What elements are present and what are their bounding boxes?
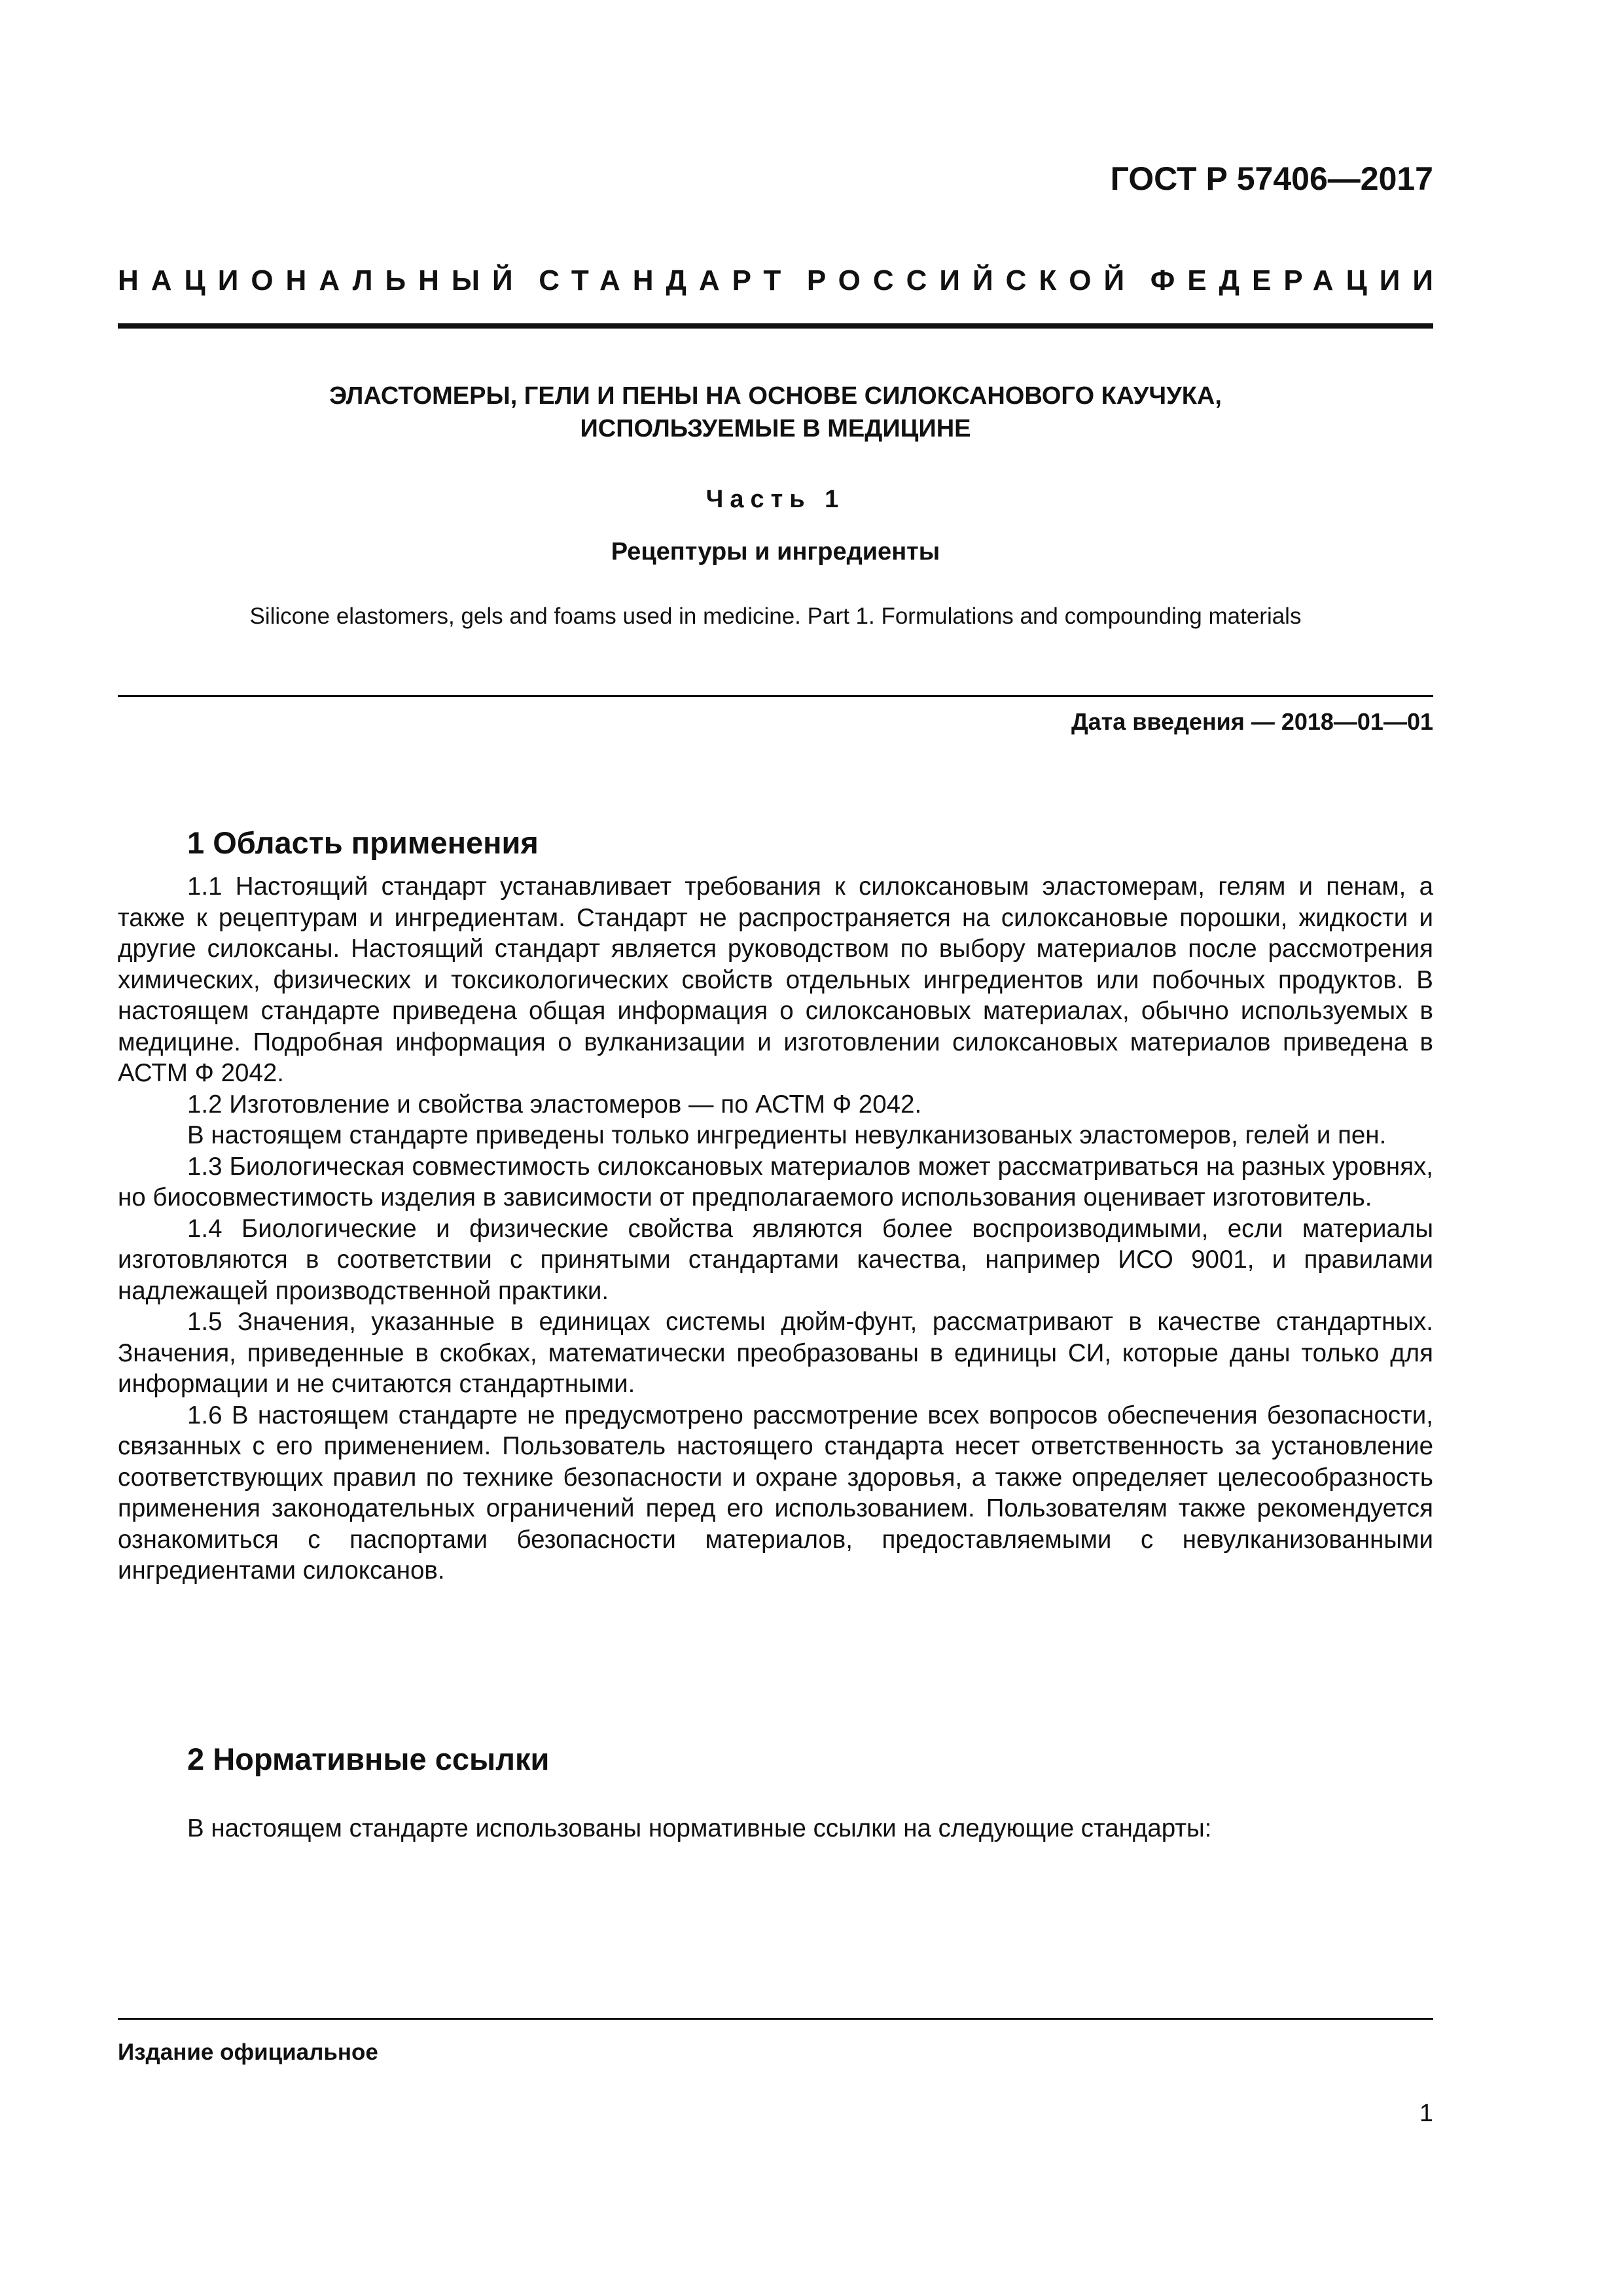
section-2-body (118, 1813, 1433, 1844)
paragraph-1-1: 1.1 Настоящий стандарт устанавливает требования к силоксановым эластомерам, гелям и пенам, а также к рецептурам и ингредиентам. Стандарт не распространяется на силоксановые порошки, жидкости и другие силоксаны. Настоящий стандарт является руководством по выбору материалов после рассмотрения химических, физических и токсикологических свойств отдельных ингредиентов или побочных продуктов. В настоящем стандарте приведена общая информация о силоксановых материалах, обычно используемых в медицине. Подробная информация о вулканизации и изготовлении силоксановых материалов приведена в АСТМ Ф 2042. (118, 872, 1433, 1087)
section-1-body (118, 871, 1433, 1587)
paragraph-1-2: 1.2 Изготовление и свойства эластомеров — по АСТМ Ф 2042. (187, 1090, 922, 1119)
paragraph-1-4: 1.4 Биологические и физические свойства являются более воспроизводимыми, если материалы изготовляются в соответствии с принятыми стандартами качества, например ИСО 9001, и правилами надлежащей производственной практики. (118, 1214, 1433, 1305)
paragraph-1-6: 1.6 В настоящем стандарте не предусмотрено рассмотрение всех вопросов обеспечения безопасности, связанных с его применением. Пользователь настоящего стандарта несет ответственность за установление соответствующих правил по технике безопасности и охране здоровья, а также определяет целесообразность применения законодательных ограничений перед его использованием. Пользователям также рекомендуется ознакомиться с паспортами безопасности материалов, предоставляемыми с невулканизованными ингредиентами силоксанов. (118, 1401, 1433, 1585)
paragraph-1-2-continued: В настоящем стандарте приведены только ингредиенты невулканизованых эластомеров, гелей и пен. (187, 1121, 1387, 1149)
document-title-line-2: ИСПОЛЬЗУЕМЫЕ В МЕДИЦИНЕ (580, 415, 971, 442)
document-title-line-1: ЭЛАСТОМЕРЫ, ГЕЛИ И ПЕНЫ НА ОСНОВЕ СИЛОКСАНОВОГО КАУЧУКА, (329, 382, 1222, 410)
section-2-heading: 2 Нормативные ссылки (187, 1742, 550, 1776)
document-number: ГОСТ Р 57406—2017 (1110, 160, 1433, 197)
header-rule (118, 323, 1433, 329)
document-title (118, 380, 1433, 445)
introduction-date: Дата введения — 2018—01—01 (1071, 708, 1433, 735)
paragraph-2-intro: В настоящем стандарте использованы нормативные ссылки на следующие стандарты: (187, 1814, 1212, 1842)
national-standard-word: РОССИЙСКОЙ (806, 264, 1137, 296)
paragraph-1-5: 1.5 Значения, указанные в единицах системы дюйм-фунт, рассматривают в качестве стандартных. Значения, приведенные в скобках, математически преобразованы в единицы СИ, которые даны только для информации и не считаются стандартными. (118, 1308, 1433, 1398)
english-title: Silicone elastomers, gels and foams used in medicine. Part 1. Formulations and compounding materials (249, 603, 1302, 629)
title-rule (118, 695, 1433, 697)
page-number: 1 (1419, 2100, 1433, 2127)
official-edition-label: Издание официальное (118, 2039, 378, 2065)
section-1-heading: 1 Область применения (187, 825, 539, 860)
footer-rule (118, 2018, 1433, 2020)
national-standard-word: ФЕДЕРАЦИИ (1150, 264, 1446, 296)
national-standard-word: СТАНДАРТ (539, 264, 794, 296)
part-name: Рецептуры и ингредиенты (611, 538, 940, 565)
paragraph-1-3: 1.3 Биологическая совместимость силоксановых материалов может рассматриваться на разных уровнях, но биосовместимость изделия в зависимости от предполагаемого использования оценивает изготовитель. (118, 1152, 1433, 1211)
part-label: Часть 1 (705, 486, 846, 513)
national-standard-word: НАЦИОНАЛЬНЫЙ (118, 264, 526, 296)
national-standard-title (118, 264, 1446, 297)
